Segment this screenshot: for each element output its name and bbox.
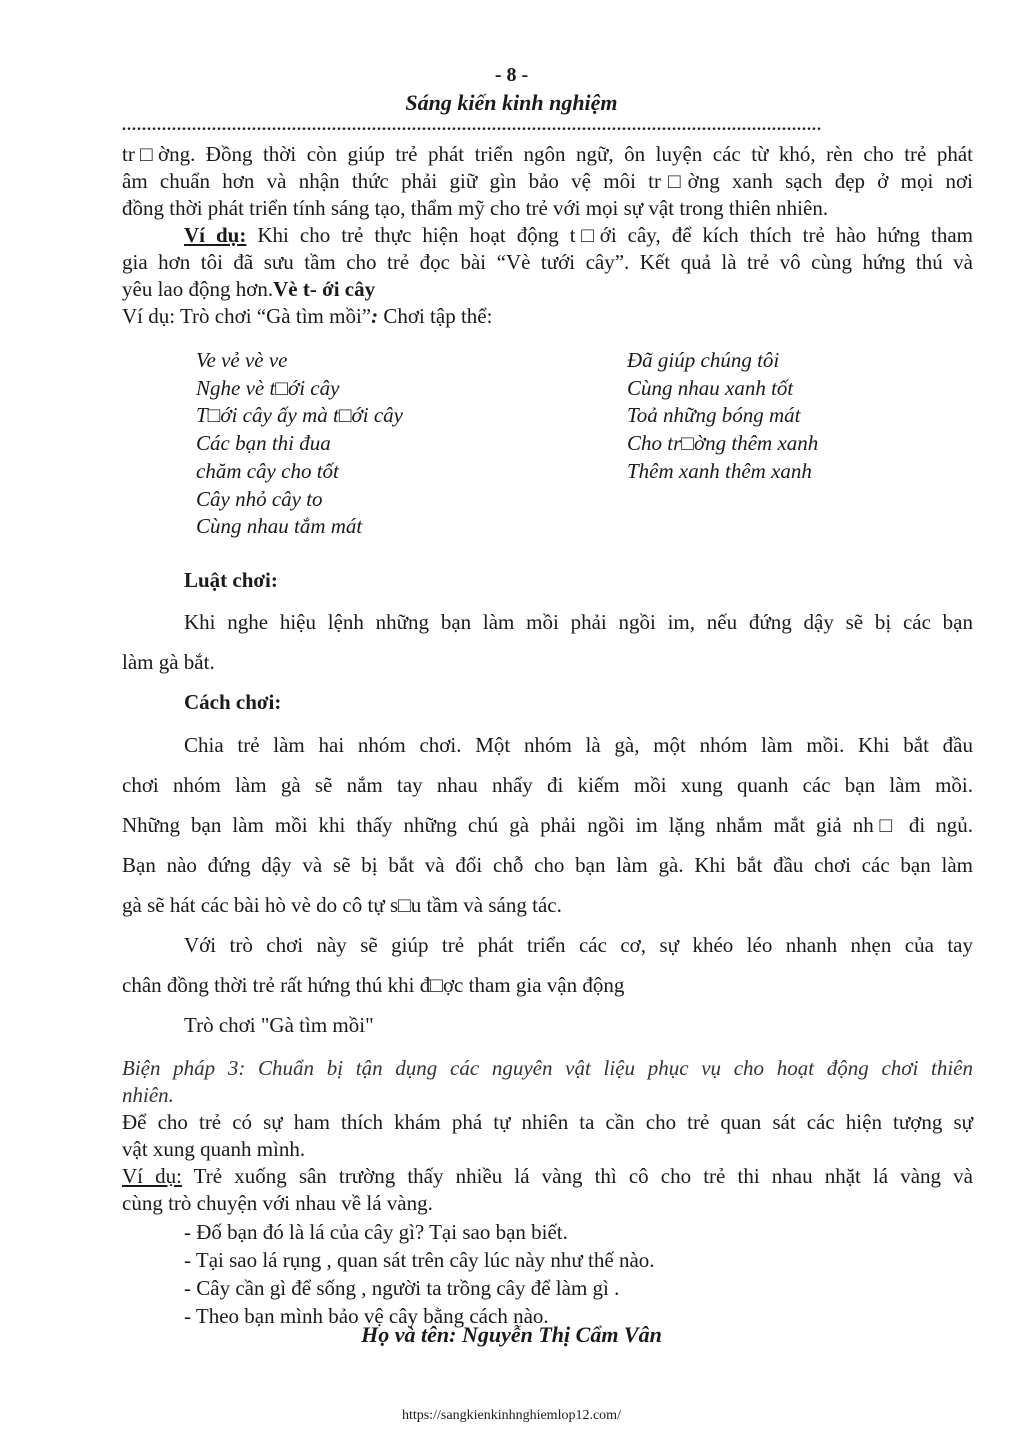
rules-heading: Luật chơi:: [184, 568, 278, 592]
measure3-example-label: Ví dụ:: [122, 1164, 182, 1188]
example-text: Khi cho trẻ thực hiện hoạt động t□ới cây, để kích thích trẻ hào hứng tham: [257, 223, 974, 247]
poem-verse: Cây nhỏ cây to: [196, 486, 323, 511]
intro-paragraph: [122, 141, 973, 222]
poem-left-column: [196, 347, 403, 541]
example-line: gia hơn tôi đã sưu tầm cho trẻ đọc bài “Vè tưới cây”. Kết quả là trẻ vô cùng hứng thú và: [122, 250, 973, 274]
example-paragraph: [122, 222, 973, 303]
measure3-line: Để cho trẻ có sự ham thích khám phá tự nhiên ta cần cho trẻ quan sát các hiện tượng sự: [122, 1110, 973, 1134]
poem-verse: Ve vẻ vè ve: [196, 348, 288, 372]
rules-paragraph: [122, 602, 973, 682]
measure3-paragraph: [122, 1109, 973, 1217]
footer-url: https://sangkienkinhnghiemlop12.com/: [402, 1408, 621, 1423]
poem-verse: Cùng nhau xanh tốt: [627, 375, 794, 400]
game-intro-colon: :: [371, 304, 379, 328]
howto-paragraph: [122, 725, 973, 1045]
poem-verse: Cho tr□ờng thêm xanh: [627, 431, 819, 456]
list-item: - Đố bạn đó là lá của cây gì? Tại sao bạn biết.: [184, 1220, 568, 1244]
page-number: - 8 -: [494, 64, 529, 86]
measure3-line: vật xung quanh mình.: [122, 1137, 306, 1161]
measure3-heading-line: Biện pháp 3: Chuẩn bị tận dụng các nguyên vật liệu phục vụ cho hoạt động chơi thiên: [122, 1056, 973, 1080]
poem-right-column: [627, 347, 818, 486]
howto-line: Bạn nào đứng dậy và sẽ bị bắt và đổi chỗ cho bạn làm gà. Khi bắt đầu chơi các bạn làm: [122, 853, 973, 877]
howto-line: gà sẽ hát các bài hò vè do cô tự s□u tầm và sáng tác.: [122, 893, 562, 917]
list-item: - Theo bạn mình bảo vệ cây bằng cách nào.: [184, 1304, 549, 1328]
howto-line: Những bạn làm mồi khi thấy những chú gà phải ngồi im lặng nhắm mắt giả nh□ đi ngủ.: [122, 813, 973, 837]
poem-verse: Nghe vè t□ới cây: [196, 375, 340, 400]
rules-text: Khi nghe hiệu lệnh những bạn làm mồi phải ngồi im, nếu đứng dậy sẽ bị các bạn: [184, 610, 973, 634]
poem-verse: chăm cây cho tốt: [196, 458, 339, 483]
game-intro-suffix: Chơi tập thể:: [378, 304, 493, 328]
questions-list: [184, 1218, 655, 1330]
game-name-line: [122, 1005, 973, 1045]
measure3-example-line: [122, 1163, 973, 1190]
howto-text: Chia trẻ làm hai nhóm chơi. Một nhóm là gà, một nhóm làm mồi. Khi bắt đầu: [184, 733, 973, 757]
intro-line: âm chuẩn hơn và nhận thức phải giữ gìn bảo vệ môi tr□ờng xanh sạch đẹp ở mọi nơi: [122, 169, 973, 193]
header-dotted-rule: ............................................................................................................................................: [122, 118, 822, 134]
list-item: - Cây cần gì để sống , người ta trồng cây để làm gì .: [184, 1276, 620, 1300]
game-name: Trò chơi "Gà tìm mồi": [184, 1013, 374, 1037]
poem-title: Vè t- ới cây: [273, 277, 376, 301]
howto-heading: Cách chơi:: [184, 690, 282, 714]
howto-line: [122, 725, 973, 765]
poem-verse: Cùng nhau tắm mát: [196, 514, 363, 539]
game-intro-text: Ví dụ: Trò chơi “Gà tìm mồi”: [122, 304, 372, 328]
author-name: Họ và tên: Nguyễn Thị Cẩm Vân: [361, 1322, 662, 1347]
list-item: - Tại sao lá rụng , quan sát trên cây lúc này như thế nào.: [184, 1248, 655, 1272]
game-intro-line: [122, 303, 973, 330]
example-label: Ví dụ:: [184, 223, 247, 247]
rules-line: [122, 602, 973, 642]
poem-verse: Toả những bóng mát: [627, 403, 801, 428]
example-text: yêu lao động hơn.: [122, 277, 274, 301]
measure3-example-line: cùng trò chuyện với nhau về lá vàng.: [122, 1191, 433, 1215]
poem-verse: T□ới cây ấy mà t□ới cây: [196, 403, 403, 428]
poem-verse: Các bạn thi đua: [196, 431, 331, 456]
intro-line: tr□ờng. Đồng thời còn giúp trẻ phát triển ngôn ngữ, ôn luyện các từ khó, rèn cho trẻ phát: [122, 142, 973, 166]
benefit-line: [122, 925, 973, 965]
intro-line: đồng thời phát triển tính sáng tạo, thẩm mỹ cho trẻ với mọi sự vật trong thiên nhiên.: [122, 196, 829, 220]
measure3-heading: [122, 1055, 973, 1109]
benefit-text: Với trò chơi này sẽ giúp trẻ phát triển các cơ, sự khéo léo nhanh nhẹn của tay: [184, 933, 973, 957]
example-line: [122, 276, 973, 303]
poem-verse: Đã giúp chúng tôi: [627, 348, 780, 372]
measure3-example-text: Trẻ xuống sân trường thấy nhiều lá vàng thì cô cho trẻ thi nhau nhặt lá vàng và: [181, 1164, 973, 1188]
measure3-heading-line: nhiên.: [122, 1083, 174, 1107]
benefit-line: chân đồng thời trẻ rất hứng thú khi đ□ợc tham gia vận động: [122, 973, 625, 997]
poem-verse: Thêm xanh thêm xanh: [627, 458, 812, 483]
document-header-title: Sáng kiến kinh nghiệm: [405, 90, 618, 115]
howto-line: chơi nhóm làm gà sẽ nắm tay nhau nhẩy đi kiếm mồi xung quanh các bạn làm mồi.: [122, 773, 973, 797]
rules-line: làm gà bắt.: [122, 650, 215, 674]
example-line: [122, 222, 973, 249]
